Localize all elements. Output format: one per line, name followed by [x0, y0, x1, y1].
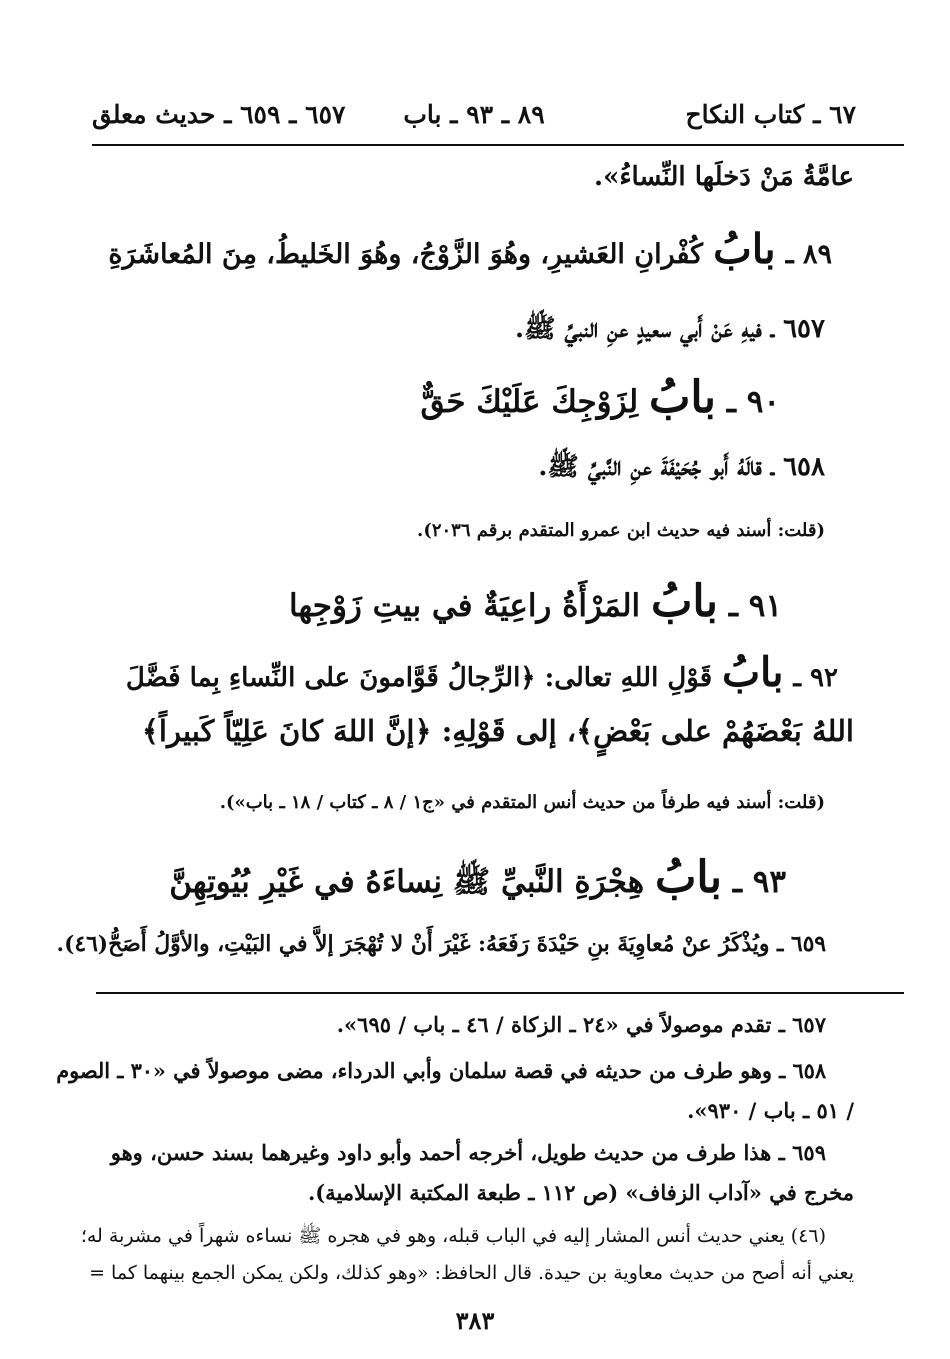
chapter-92-bab: بابُ — [722, 648, 784, 696]
chapter-89-title: كُفْرانِ العَشيرِ، وهُوَ الزَّوْجُ، وهُوَ الخَليطُ، مِنَ المُعاشَرَةِ — [108, 239, 703, 270]
running-header — [92, 100, 856, 140]
chapter-89-bab: بابُ — [713, 224, 776, 273]
footnote-rule — [96, 992, 904, 994]
intro-line: عامَّةُ مَنْ دَخلَها النِّساءُ». — [594, 162, 854, 192]
footnote-658-line2: / ٥١ ـ باب / ٩٣٠». — [687, 1098, 854, 1123]
header-book-title: ٦٧ ـ كتاب النكاح — [685, 100, 856, 129]
chapter-92-number: ٩٢ ـ — [793, 663, 838, 693]
chapter-90-title: لِزَوْجِكَ عَلَيْكَ حَقٌّ — [420, 384, 639, 420]
chapter-93-number: ٩٣ ـ — [732, 864, 786, 900]
chapter-90-number: ٩٠ ـ — [726, 384, 780, 420]
footnote-658-line1: ٦٥٨ ـ وهو طرف من حديثه في قصة سلمان وأبي الدرداء، مضى موصولاً في «٣٠ ـ الصوم — [56, 1058, 826, 1083]
footnote-659-line2: مخرج في «آداب الزفاف» (ص ١١٢ ـ طبعة المكتبة الإسلامية). — [307, 1180, 854, 1205]
chapter-89-number: ٨٩ ـ — [785, 239, 832, 270]
chapter-93-bab: بابُ — [654, 852, 723, 903]
chapter-90-heading — [420, 372, 780, 423]
note-2: (قلت: أسند فيه طرفاً من حديث أنس المتقدم في «ج١ / ٨ ـ كتاب / ١٨ ـ باب»). — [219, 792, 825, 813]
header-chapter-range: ٨٩ ـ ٩٣ ـ باب — [403, 100, 545, 129]
footnote-46-line1: (٤٦) يعني حديث أنس المشار إليه في الباب قبله، وهو في هجره ﷺ نساءه شهراً في مشربة له؛ — [80, 1225, 826, 1247]
chapter-91-bab: بابُ — [650, 576, 719, 627]
chapter-91-title: المَرْأَةُ راعِيَةٌ في بيتِ زَوْجِها — [289, 588, 641, 624]
chapter-91-heading — [289, 576, 782, 627]
chapter-92-continuation: اللهُ بَعْضَهُمْ على بَعْضٍ﴾، إلى قَوْلِهِ: ﴿إنَّ اللهَ كانَ عَلِيّاً كَبيراً﴾ — [141, 714, 854, 748]
footnote-46-line2: يعني أنه أصح من حديث معاوية بن حيدة. قال الحافظ: «وهو كذلك، ولكن يمكن الجمع بينهما كما = — [89, 1262, 854, 1284]
chapter-89-heading — [108, 224, 832, 273]
chapter-90-bab: بابُ — [648, 372, 717, 423]
footnote-657: ٦٥٧ ـ تقدم موصولاً في «٢٤ ـ الزكاة / ٤٦ ـ باب / ٦٩٥». — [336, 1012, 826, 1037]
hadith-657: ٦٥٧ ـ فيهِ عَنْ أَبي سعيدٍ عنِ النبيِّ ﷺ. — [515, 314, 825, 344]
header-rule — [92, 144, 904, 146]
footnote-659-line1: ٦٥٩ ـ هذا طرف من حديث طويل، أخرجه أحمد وأبو داود وغيرهما بسند حسن، وهو — [110, 1140, 826, 1165]
hadith-659: ٦٥٩ ـ ويُذْكَرُ عنْ مُعاوِيَةَ بنِ حَيْدَةَ رَفَعَهُ: غَيْرَ أَنْ لا تُهْجَرَ إلاَّ في البَيْتِ، والأوَّلُ أَصَحُّ(٤٦). — [56, 932, 826, 957]
page-number: ٣٨٣ — [455, 1306, 495, 1335]
chapter-93-heading — [169, 852, 786, 908]
chapter-92-heading — [126, 648, 838, 696]
chapter-93-title: هِجْرَةِ النَّبيِّ ﷺ نِساءَهُ في غَيْرِ بُيُوتِهِنَّ — [169, 864, 645, 900]
chapter-92-title: قَوْلِ اللهِ تعالى: ﴿الرِّجالُ قَوَّامونَ على النِّساءِ بِما فَضَّلَ — [125, 663, 713, 693]
chapter-91-number: ٩١ ـ — [728, 588, 782, 624]
header-hadith-range: ٦٥٧ ـ ٦٥٩ ـ حديث معلق — [92, 100, 346, 129]
note-1: (قلت: أسند فيه حديث ابن عمرو المتقدم برقم ٢٠٣٦). — [417, 520, 825, 541]
hadith-658: ٦٥٨ ـ قالَهُ أَبو جُحَيْفَةَ عنِ النَّبيِّ ﷺ. — [538, 452, 825, 482]
